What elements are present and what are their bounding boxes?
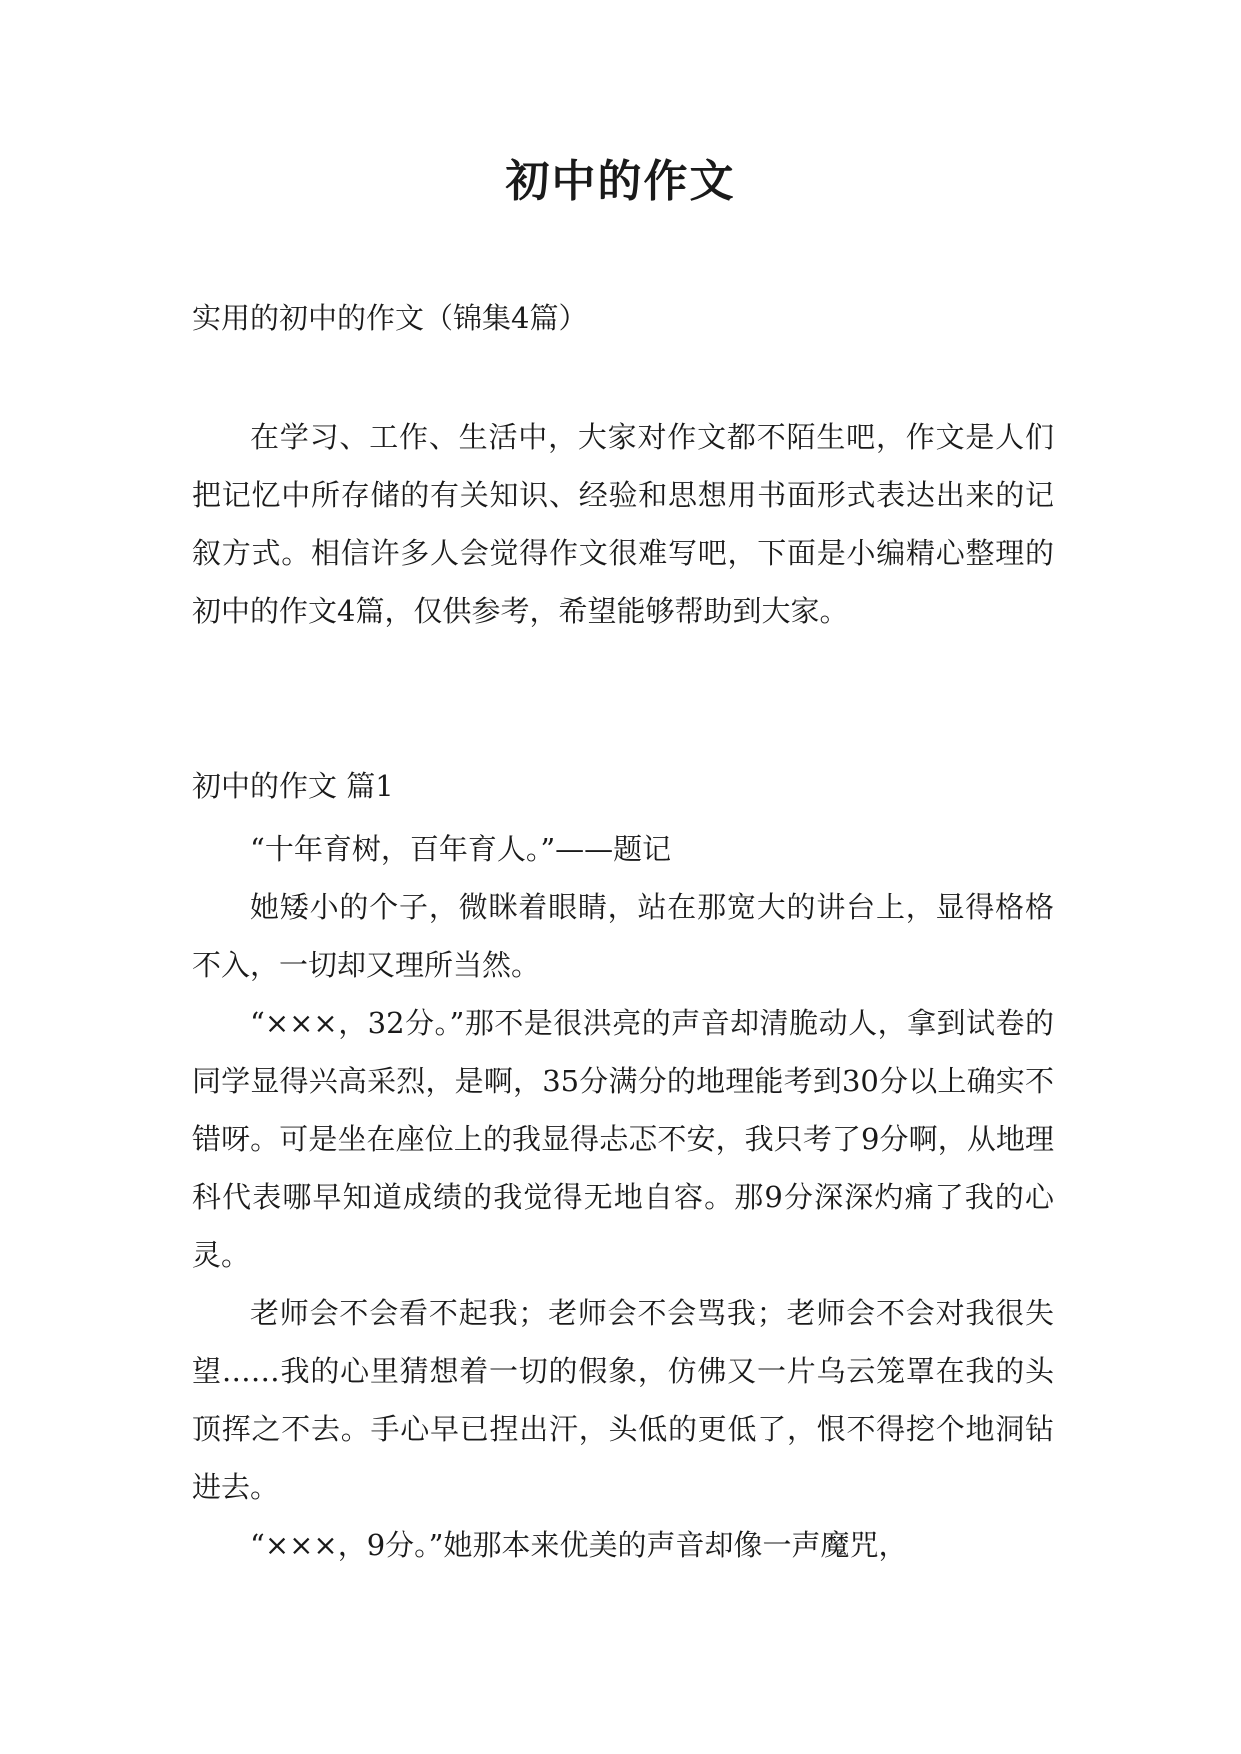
epigraph-paragraph: “十年育树，百年育人。”——题记: [250, 832, 672, 866]
document-subtitle: 实用的初中的作文（锦集4篇）: [192, 301, 588, 335]
intro-paragraph: 在学习、工作、生活中，大家对作文都不陌生吧，作文是人们把记忆中所存储的有关知识、经验和思想用书面形式表达出来的记叙方式。相信许多人会觉得作文很难写吧，下面是小编精心整理的初中的作文4篇，仅供参考，希望能够帮助到大家。: [192, 420, 1054, 628]
body-paragraph: “×××，32分。”那不是很洪亮的声音却清脆动人，拿到试卷的同学显得兴高采烈，是啊，35分满分的地理能考到30分以上确实不错呀。可是坐在座位上的我显得忐忑不安，我只考了9分啊，从地理科代表哪早知道成绩的我觉得无地自容。那9分深深灼痛了我的心灵。: [192, 1006, 1054, 1272]
body-paragraph: “×××，9分。”她那本来优美的声音却像一声魔咒，: [250, 1528, 908, 1562]
section-heading: 初中的作文 篇1: [192, 769, 394, 803]
intro-section: [192, 408, 1054, 640]
body-paragraph: 她矮小的个子，微眯着眼睛，站在那宽大的讲台上，显得格格不入，一切却又理所当然。: [192, 890, 1054, 982]
body-paragraph: 老师会不会看不起我；老师会不会骂我；老师会不会对我很失望……我的心里猜想着一切的假象，仿佛又一片乌云笼罩在我的头顶挥之不去。手心早已捏出汗，头低的更低了，恨不得挖个地洞钻进去。: [192, 1296, 1054, 1504]
essay-body: [192, 820, 1054, 1574]
document-title: 初中的作文: [505, 156, 736, 207]
